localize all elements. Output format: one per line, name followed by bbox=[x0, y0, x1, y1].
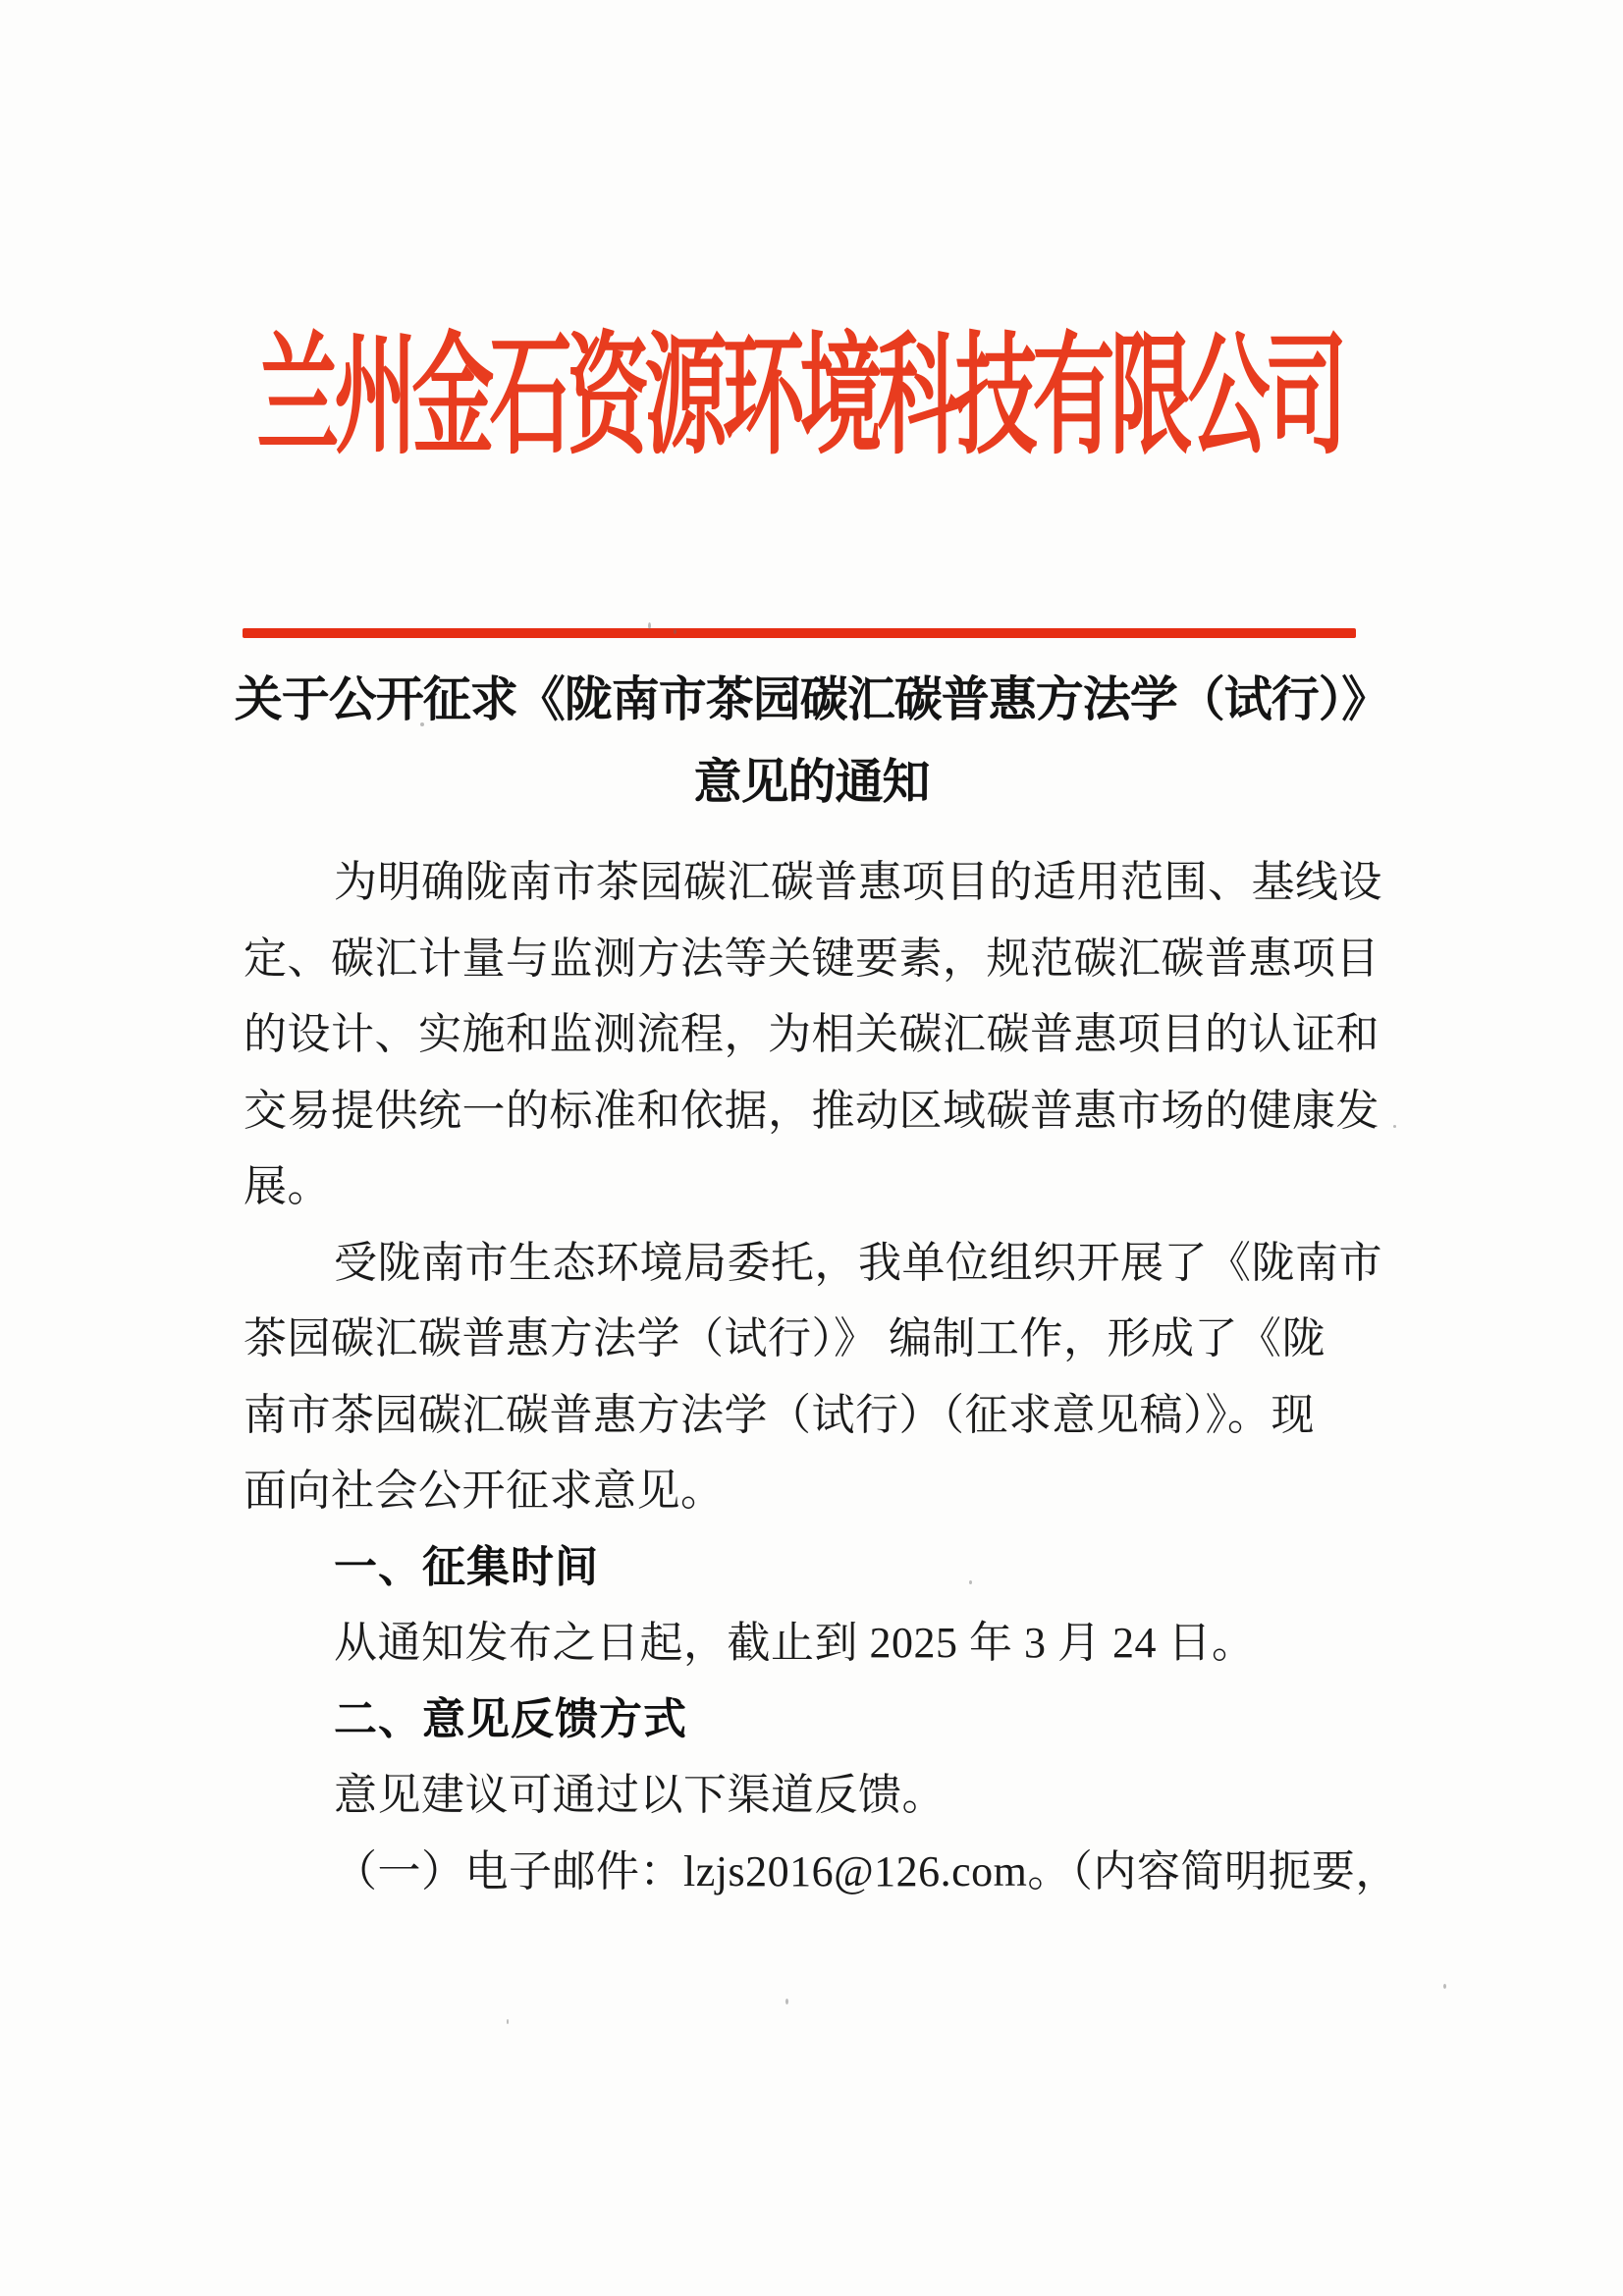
body-line: 南市茶园碳汇碳普惠方法学（试行）（征求意见稿）》。现 bbox=[243, 1390, 1315, 1439]
scan-speck bbox=[674, 629, 676, 634]
section-heading: 二、意见反馈方式 bbox=[334, 1694, 687, 1743]
body-line: 的设计、实施和监测流程，为相关碳汇碳普惠项目的认证和 bbox=[243, 1010, 1380, 1058]
scan-speck bbox=[785, 1999, 788, 2004]
body-line: 展。 bbox=[243, 1162, 331, 1210]
body-line: （一）电子邮件：lzjs2016@126.com。（内容简明扼要， bbox=[334, 1846, 1399, 1896]
body-line: 为明确陇南市茶园碳汇碳普惠项目的适用范围、基线设 bbox=[334, 858, 1382, 906]
scan-speck bbox=[1393, 1125, 1396, 1128]
body-line: 受陇南市生态环境局委托，我单位组织开展了《陇南市 bbox=[334, 1238, 1382, 1287]
body-line: 茶园碳汇碳普惠方法学（试行）》 编制工作，形成了《陇 bbox=[243, 1314, 1325, 1362]
body-line: 交易提供统一的标准和依据，推动区域碳普惠市场的健康发 bbox=[243, 1086, 1380, 1135]
scan-speck bbox=[507, 2019, 509, 2024]
body-line: 面向社会公开征求意见。 bbox=[243, 1467, 725, 1515]
scan-speck bbox=[1152, 1863, 1155, 1867]
notice-title-line1: 关于公开征求《陇南市茶园碳汇碳普惠方法学（试行）》 bbox=[234, 672, 1389, 726]
section-heading: 一、征集时间 bbox=[334, 1542, 599, 1591]
body-line: 定、碳汇计量与监测方法等关键要素，规范碳汇碳普惠项目 bbox=[243, 934, 1380, 983]
scan-speck bbox=[969, 1580, 972, 1584]
scan-speck bbox=[420, 722, 424, 726]
notice-body bbox=[243, 844, 1399, 1909]
scan-speck bbox=[648, 622, 651, 629]
letterhead-divider-line bbox=[243, 628, 1356, 638]
body-line: 从通知发布之日起，截止到 2025 年 3 月 24 日。 bbox=[334, 1619, 1256, 1667]
body-line: 意见建议可通过以下渠道反馈。 bbox=[334, 1771, 946, 1819]
letterhead-company-name: 兰州金石资源环境科技有限公司 bbox=[256, 325, 1343, 471]
scan-speck bbox=[1443, 1984, 1446, 1989]
notice-title-line2: 意见的通知 bbox=[693, 755, 930, 809]
